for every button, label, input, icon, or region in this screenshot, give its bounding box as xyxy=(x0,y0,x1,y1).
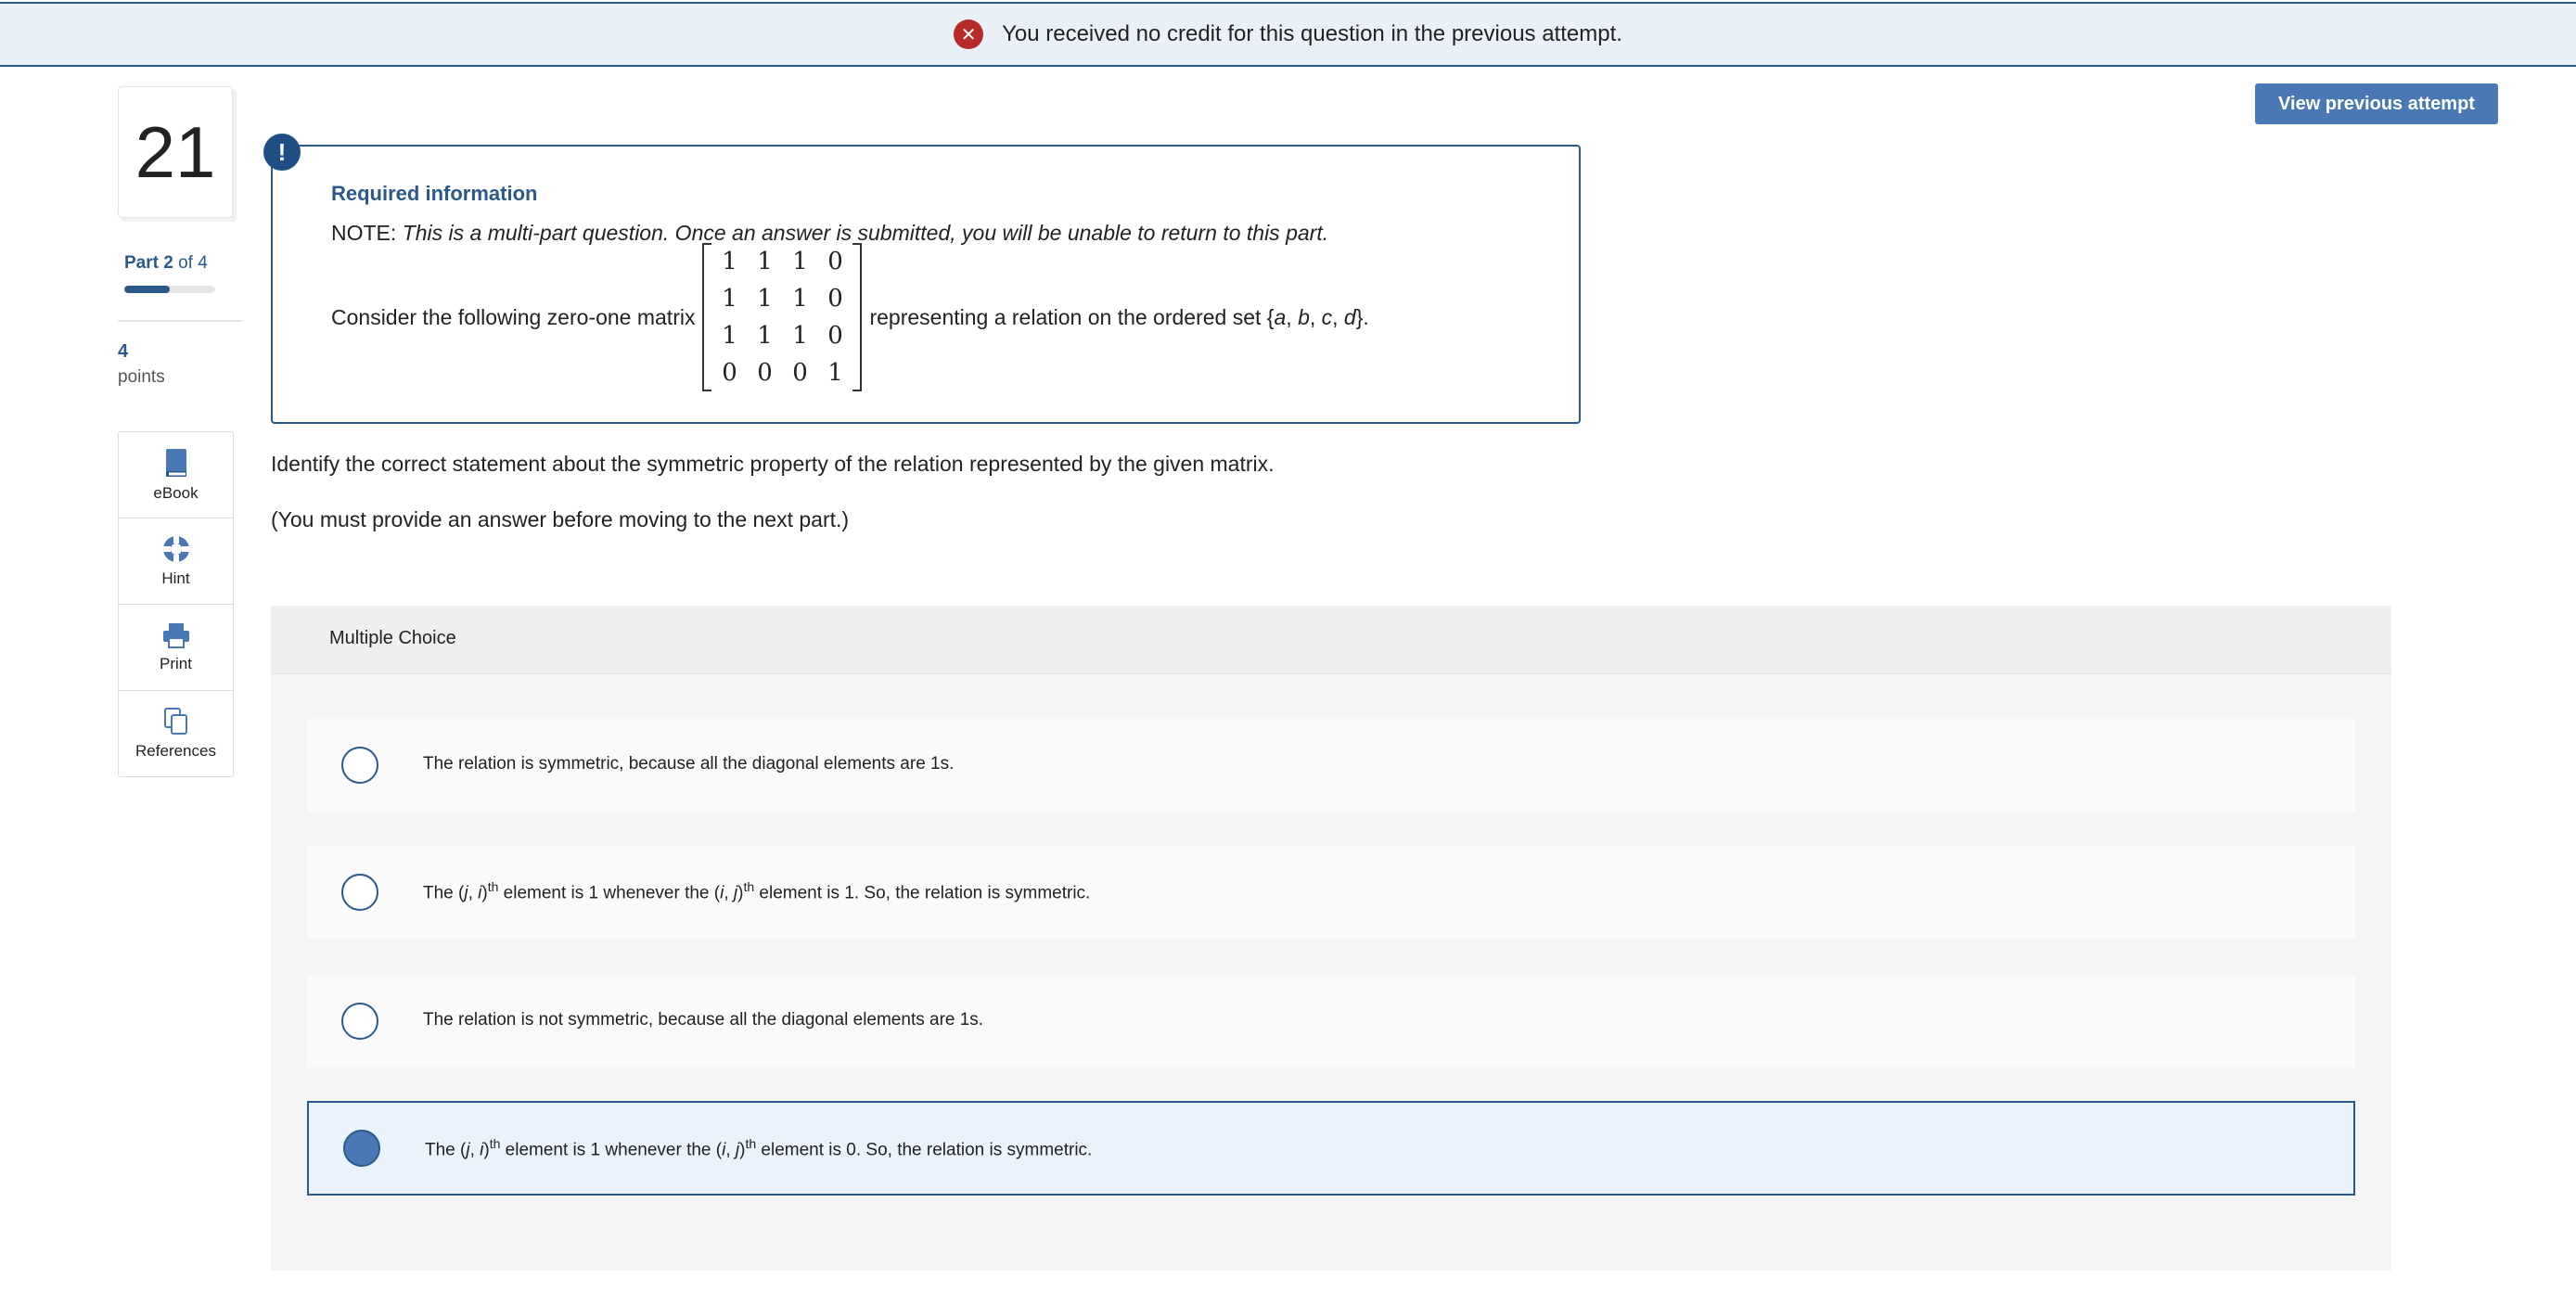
radio-button-selected[interactable] xyxy=(343,1130,380,1167)
book-icon xyxy=(163,447,189,479)
ebook-button[interactable] xyxy=(119,432,233,518)
matrix-cell: 1 xyxy=(792,248,808,275)
points-value: 4 xyxy=(118,341,129,362)
required-information-title: Required information xyxy=(331,182,538,205)
multi-part-note: NOTE: This is a multi-part question. Once an answer is submitted, you will be unable to return to this part. xyxy=(331,221,1329,245)
matrix-cell: 1 xyxy=(792,285,808,313)
radio-button[interactable] xyxy=(341,1003,378,1040)
choice-text: The (j, i)$^{th}$ element is 1 whenever the (i, j)$^{th}$ element is 1. So, the relation is symmetric. xyxy=(423,879,1091,903)
matrix-cell: 1 xyxy=(827,359,843,387)
lifebuoy-icon xyxy=(161,534,191,564)
matrix-statement: Consider the following zero-one matrix 1 1 1 0 1 1 1 0 1 1 1 0 0 0 0 1 representing a relation on the ordered set { a , b , c , d }. xyxy=(331,243,1369,391)
choice-option-4[interactable] xyxy=(307,1101,2355,1196)
no-credit-banner xyxy=(0,2,2576,67)
choice-text: The (j, i)$^{th}$ element is 1 whenever the (i, j)$^{th}$ element is 0. So, the relation is symmetric. xyxy=(425,1136,1093,1160)
part-label: Part 2 xyxy=(124,253,173,273)
choice-text: The relation is symmetric, because all the diagonal elements are 1s. xyxy=(423,754,955,774)
matrix-cell: 0 xyxy=(792,359,808,387)
view-previous-attempt-button[interactable]: View previous attempt xyxy=(2255,83,2498,124)
note-body: This is a multi-part question. Once an answer is submitted, you will be unable to return to this part. xyxy=(402,221,1329,245)
zero-one-matrix xyxy=(702,243,862,391)
matrix-cell: 0 xyxy=(757,359,773,387)
part-indicator xyxy=(124,253,208,274)
multiple-choice-title: Multiple Choice xyxy=(329,628,456,648)
points-label: points xyxy=(118,367,165,387)
tools-panel xyxy=(118,431,234,777)
ebook-label: eBook xyxy=(153,484,199,502)
matrix-cell: 0 xyxy=(827,285,843,313)
copy-documents-icon xyxy=(162,707,190,736)
matrix-cell: 1 xyxy=(722,248,737,275)
references-button[interactable] xyxy=(119,691,233,776)
choice-text: The relation is not symmetric, because all the diagonal elements are 1s. xyxy=(423,1010,984,1030)
matrix-cell: 1 xyxy=(757,285,773,313)
matrix-cell: 0 xyxy=(827,248,843,275)
matrix-cell: 1 xyxy=(757,248,773,275)
multiple-choice-panel xyxy=(271,606,2391,1271)
references-label: References xyxy=(135,742,216,760)
radio-button[interactable] xyxy=(341,747,378,784)
choice-option-1[interactable] xyxy=(307,719,2355,812)
part-progress-bar xyxy=(124,286,215,293)
question-number: 21 xyxy=(118,86,233,218)
printer-icon xyxy=(161,621,191,649)
error-x-icon: ✕ xyxy=(954,19,983,49)
matrix-cell: 1 xyxy=(757,322,773,350)
hint-button[interactable] xyxy=(119,518,233,605)
hint-label: Hint xyxy=(161,569,190,587)
matrix-cell: 1 xyxy=(722,285,737,313)
choice-option-3[interactable] xyxy=(307,975,2355,1068)
part-of-total: of 4 xyxy=(178,253,208,273)
multiple-choice-header xyxy=(271,606,2391,674)
banner-message: You received no credit for this question in the previous attempt. xyxy=(1002,21,1622,46)
question-prompt: Identify the correct statement about the symmetric property of the relation represented by the given matrix. xyxy=(271,452,1275,476)
matrix-cell: 1 xyxy=(722,322,737,350)
print-label: Print xyxy=(160,655,192,672)
print-button[interactable] xyxy=(119,605,233,691)
matrix-cell: 0 xyxy=(827,322,843,350)
alert-icon: ! xyxy=(263,134,301,171)
matrix-grid xyxy=(711,243,852,391)
matrix-cell: 1 xyxy=(792,322,808,350)
answer-required-note: (You must provide an answer before moving to the next part.) xyxy=(271,507,850,531)
choice-option-2[interactable] xyxy=(307,846,2355,939)
part-progress-fill xyxy=(124,286,170,293)
matrix-cell: 0 xyxy=(722,359,737,387)
radio-button[interactable] xyxy=(341,874,378,911)
sidebar-divider xyxy=(118,320,242,322)
